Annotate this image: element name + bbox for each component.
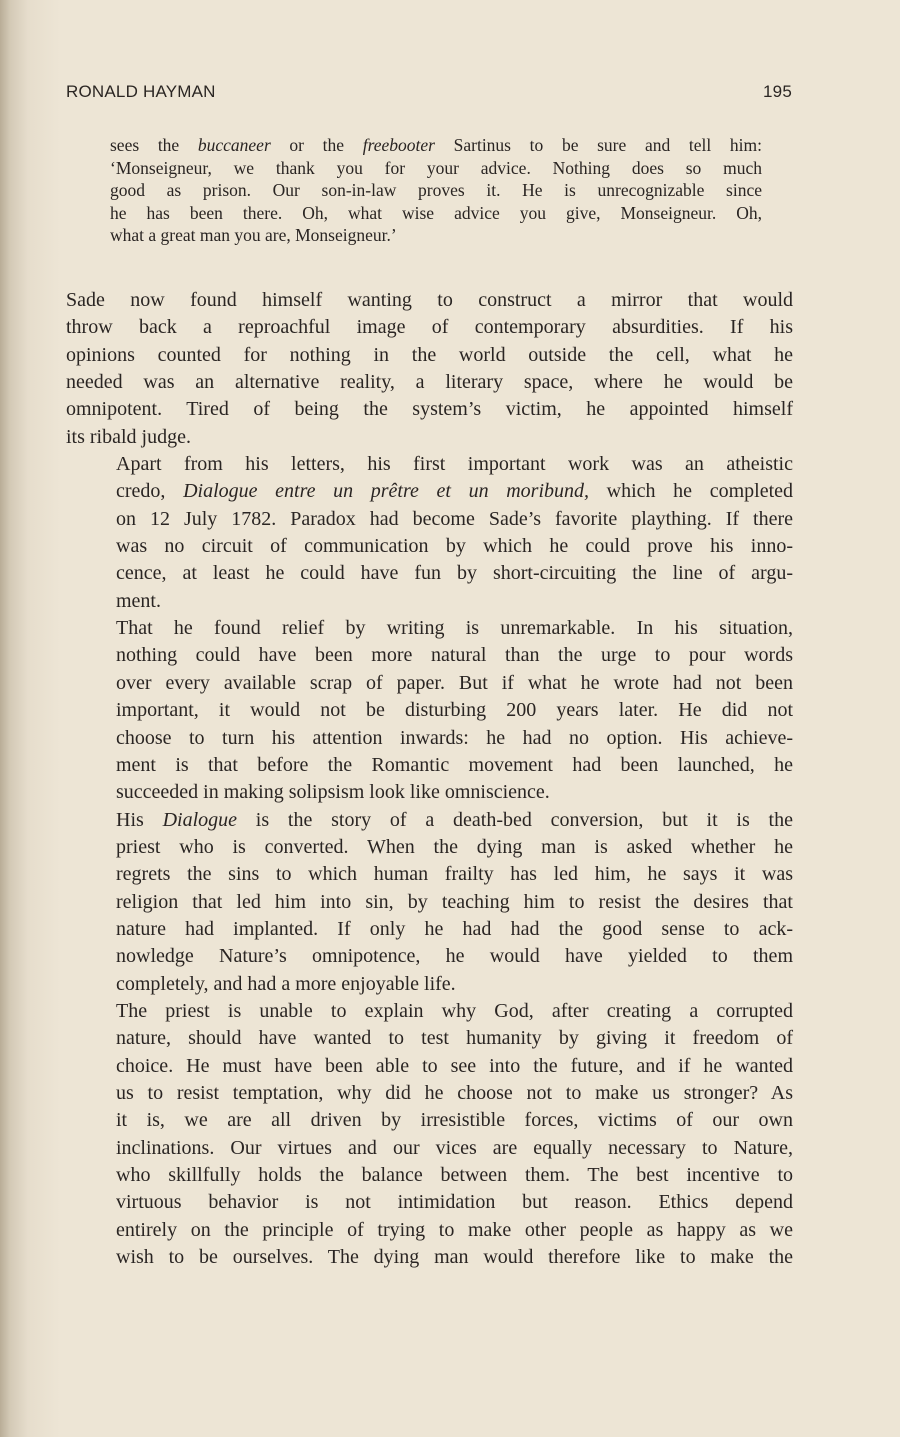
running-header — [66, 82, 792, 104]
text-segment: ment. — [116, 589, 161, 612]
text-segment: on 12 July 1782. Paradox had become Sade’s favorite plaything. If there — [116, 507, 793, 530]
text-segment: nothing could have been more natural than the urge to pour words — [116, 644, 793, 667]
text-line — [66, 451, 793, 478]
paragraph — [66, 451, 793, 615]
paragraph — [66, 807, 793, 998]
text-segment: entirely on the principle of trying to make other people as happy as we — [116, 1218, 793, 1241]
text-line — [66, 889, 793, 916]
text-line — [66, 725, 793, 752]
text-line — [66, 642, 793, 669]
text-line — [66, 342, 793, 369]
text-line — [66, 916, 793, 943]
text-line — [66, 779, 793, 806]
text-segment: completely, and had a more enjoyable life. — [116, 972, 456, 995]
text-line — [66, 807, 793, 834]
text-segment: Sade now found himself wanting to construct a mirror that would — [66, 289, 793, 311]
text-segment: is the story of a death-bed conversion, but it is the — [237, 808, 793, 831]
text-line — [66, 834, 793, 861]
text-segment: he has been there. Oh, what wise advice you give, Monseigneur. Oh, — [110, 202, 762, 223]
text-segment: omnipotent. Tired of being the system’s victim, he appointed himself — [66, 398, 793, 421]
paragraph — [66, 287, 793, 451]
italic-title-text: freebooter — [362, 135, 435, 155]
text-line — [66, 670, 793, 697]
text-line — [66, 369, 793, 396]
text-segment: credo, — [116, 480, 184, 503]
text-segment: succeeded in making solipsism look like omniscience. — [116, 781, 550, 804]
italic-title-text: Dialogue entre un prêtre et un moribund, — [183, 480, 590, 503]
text-segment: choice. He must have been able to see into the future, and if he wanted — [116, 1054, 793, 1077]
text-line — [66, 697, 793, 724]
paragraph — [66, 998, 793, 1271]
text-line — [66, 588, 793, 615]
text-line — [66, 1107, 793, 1134]
text-line — [66, 506, 793, 533]
text-segment: priest who is converted. When the dying man is asked whether he — [116, 835, 793, 858]
text-segment: sees the — [110, 135, 198, 155]
text-segment: needed was an alternative reality, a literary space, where he would be — [66, 371, 793, 394]
text-line — [110, 157, 762, 180]
text-segment: important, it would not be disturbing 200 years later. He did not — [116, 699, 793, 722]
text-segment: good as prison. Our son-in-law proves it. He is unrecognizable since — [110, 180, 762, 200]
text-segment: wish to be ourselves. The dying man would therefore like to make the — [116, 1246, 793, 1269]
text-segment: nature, should have wanted to test humanity by giving it freedom of — [116, 1027, 793, 1050]
italic-title-text: buccaneer — [197, 135, 271, 155]
text-segment: religion that led him into sin, by teaching him to resist the desires that — [116, 890, 793, 913]
text-segment: cence, at least he could have fun by short-circuiting the line of argu- — [116, 562, 793, 585]
text-line — [110, 224, 762, 247]
text-segment: over every available scrap of paper. But if what he wrote had not been — [116, 671, 793, 694]
block-quote — [110, 134, 762, 247]
text-line — [110, 179, 762, 202]
text-line — [66, 478, 793, 505]
text-segment: His — [116, 808, 163, 831]
text-segment: who skillfully holds the balance between them. The best incentive to — [116, 1164, 793, 1186]
text-segment: That he found relief by writing is unremarkable. In his situation, — [116, 617, 793, 640]
text-line — [110, 134, 762, 157]
text-segment: inclinations. Our virtues and our vices are equally necessary to Nature, — [116, 1136, 793, 1159]
text-line — [66, 1135, 793, 1162]
text-line — [66, 861, 793, 888]
page-number: 195 — [763, 82, 792, 101]
text-segment: choose to turn his attention inwards: he had no option. His achieve- — [116, 726, 793, 749]
text-segment: its ribald judge. — [66, 425, 191, 448]
paragraph — [66, 615, 793, 806]
text-segment: The priest is unable to explain why God, after creating a corrupted — [116, 999, 793, 1022]
text-segment: ‘Monseigneur, we thank you for your advice. Nothing does so much — [110, 157, 762, 178]
text-line — [66, 424, 793, 451]
body-text — [66, 287, 793, 1271]
text-line — [66, 314, 793, 341]
text-segment: regrets the sins to which human frailty has led him, he says it was — [116, 863, 793, 886]
text-line — [66, 1053, 793, 1080]
text-line — [66, 560, 793, 587]
text-segment: us to resist temptation, why did he choose not to make us stronger? As — [116, 1081, 793, 1104]
running-header-author: RONALD HAYMAN — [66, 82, 216, 101]
text-line — [110, 202, 762, 225]
text-line — [66, 1025, 793, 1052]
text-line — [66, 287, 793, 314]
text-segment: or the — [270, 135, 363, 155]
text-line — [66, 998, 793, 1025]
text-line — [66, 1080, 793, 1107]
text-line — [66, 943, 793, 970]
text-segment: which he completed — [589, 480, 793, 503]
text-line — [66, 615, 793, 642]
text-line — [66, 396, 793, 423]
text-segment: was no circuit of communication by which he could prove his inno- — [116, 535, 793, 558]
text-line — [66, 752, 793, 779]
text-line — [66, 1189, 793, 1216]
italic-title-text: Dialogue — [162, 808, 238, 831]
text-segment: what a great man you are, Monseigneur.’ — [110, 225, 397, 245]
text-line — [66, 1217, 793, 1244]
text-line — [66, 1162, 793, 1189]
text-segment: nowledge Nature’s omnipotence, he would have yielded to them — [116, 945, 793, 968]
text-segment: nature had implanted. If only he had had the good sense to ack- — [116, 917, 793, 940]
text-segment: it is, we are all driven by irresistible forces, victims of our own — [116, 1109, 793, 1132]
text-segment: virtuous behavior is not intimidation but reason. Ethics depend — [116, 1191, 793, 1214]
text-segment: Apart from his letters, his first important work was an atheistic — [116, 453, 793, 476]
text-line — [66, 533, 793, 560]
text-segment: throw back a reproachful image of contemporary absurdities. If his — [66, 316, 793, 339]
text-line — [66, 971, 793, 998]
text-segment: ment is that before the Romantic movement had been launched, he — [116, 753, 793, 776]
text-segment: opinions counted for nothing in the world outside the cell, what he — [66, 343, 793, 366]
text-line — [66, 1244, 793, 1271]
text-segment: Sartinus to be sure and tell him: — [434, 135, 762, 155]
